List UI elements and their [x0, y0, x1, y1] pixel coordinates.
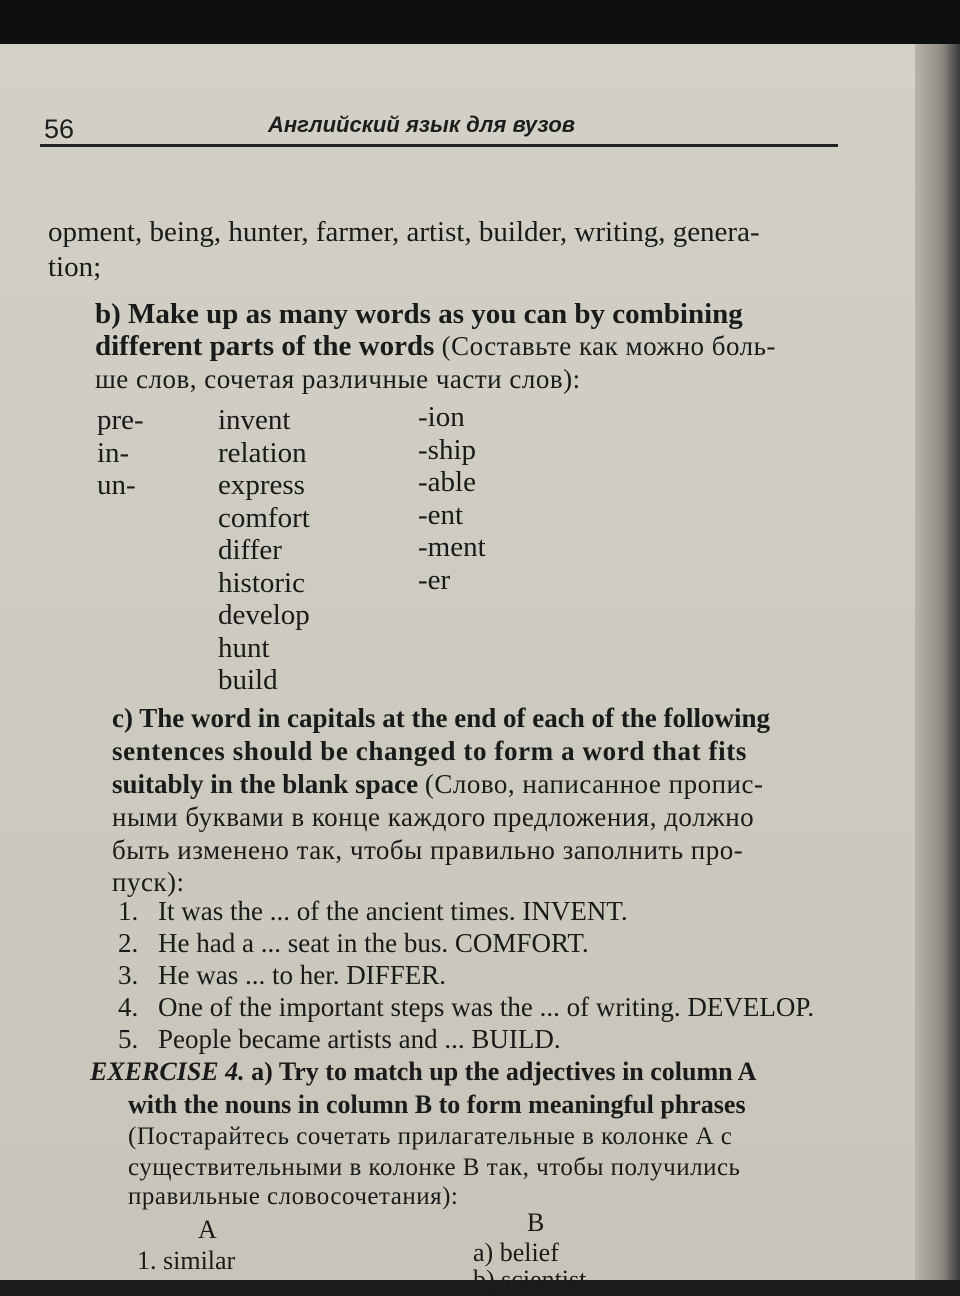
root-column — [218, 404, 310, 697]
section-c-heading-line-5: быть изменено так, чтобы правильно заполнить про- — [112, 835, 744, 865]
section-c-heading-ru: (Слово, написанное пропис- — [424, 769, 764, 799]
root-item: relation — [218, 436, 307, 469]
root-item: differ — [218, 534, 282, 566]
root-item: develop — [218, 599, 310, 631]
suffix-item: -ion — [418, 401, 465, 433]
header-rule — [40, 144, 838, 147]
column-b-item: a) belief — [473, 1238, 559, 1267]
exercise-4-line-1 — [90, 1055, 756, 1088]
sentence-number: 4. — [118, 992, 139, 1022]
section-b-heading-line-3: ше слов, сочетая различные части слов): — [95, 364, 581, 394]
section-c-heading-line-2: sentences should be changed to form a word that fits — [112, 736, 747, 766]
continuation-line-1: opment, being, hunter, farmer, artist, builder, writing, genera- — [48, 216, 760, 248]
section-c-heading-line-4: ными буквами в конце каждого предложения, должно — [112, 802, 755, 832]
column-a-item: 1. similar — [137, 1246, 236, 1275]
section-b-heading-line-2 — [95, 330, 776, 363]
exercise-4-instruction: a) Try to match up the adjectives in column A — [251, 1057, 757, 1086]
sentence-text: One of the important steps was the ... of writing. DEVELOP. — [158, 992, 815, 1022]
suffix-item: -er — [418, 563, 451, 596]
column-a-header: A — [198, 1215, 217, 1244]
column-b-item: b) scientist — [473, 1265, 587, 1294]
suffix-item: -ment — [418, 531, 486, 563]
exercise-label: EXERCISE 4. — [90, 1057, 245, 1086]
sentence-item — [118, 1023, 814, 1055]
prefix-item: in- — [97, 436, 130, 469]
running-title: Английский язык для вузов — [268, 112, 576, 137]
exercise-4-line-2: with the nouns in column B to form meaningful phrases — [128, 1090, 746, 1119]
root-item: build — [218, 664, 278, 696]
section-c-heading-line-1: c) The word in capitals at the end of each of the following — [112, 703, 770, 733]
section-b-heading-line-1: b) Make up as many words as you can by combining — [95, 298, 743, 330]
book-spine-edge — [915, 44, 960, 1280]
sentence-number: 2. — [118, 928, 139, 958]
root-item: comfort — [218, 501, 310, 534]
page-number: 56 — [44, 114, 75, 144]
sentence-list — [118, 895, 814, 1055]
exercise-4-line-3: (Постарайтесь сочетать прилагательные в колонке А с — [128, 1123, 733, 1150]
sentence-item — [118, 927, 814, 959]
section-c-heading-bold: suitably in the blank space — [112, 769, 419, 799]
section-c-heading-line-6: пуск): — [112, 867, 185, 897]
section-c-heading-line-3 — [112, 768, 763, 801]
page-header — [40, 112, 838, 142]
sentence-item — [118, 895, 814, 927]
prefix-column — [97, 404, 144, 502]
sentence-number: 1. — [118, 896, 139, 926]
sentence-number: 3. — [118, 960, 139, 990]
sentence-number: 5. — [118, 1024, 139, 1054]
exercise-4-line-4: существительными в колонке В так, чтобы получились — [128, 1154, 741, 1181]
prefix-item: pre- — [97, 404, 144, 436]
sentence-text: It was the ... of the ancient times. INVENT. — [158, 896, 628, 926]
root-item: hunt — [218, 631, 270, 664]
section-b-heading-ru: (Составьте как можно боль- — [441, 331, 776, 361]
exercise-4-line-5: правильные словосочетания): — [128, 1183, 459, 1210]
sentence-text: People became artists and ... BUILD. — [158, 1024, 561, 1054]
root-item: invent — [218, 404, 291, 436]
prefix-item: un- — [97, 469, 136, 501]
sentence-item — [118, 959, 814, 991]
screen-top-bar — [0, 0, 960, 50]
root-item: express — [218, 469, 305, 501]
suffix-column — [418, 401, 486, 596]
suffix-item: -ship — [418, 433, 476, 466]
sentence-item — [118, 991, 814, 1023]
sentence-text: He was ... to her. DIFFER. — [158, 960, 446, 990]
section-b-heading-bold: different parts of the words — [95, 330, 435, 362]
root-item: historic — [218, 566, 305, 599]
sentence-text: He had a ... seat in the bus. COMFORT. — [158, 928, 589, 958]
suffix-item: -ent — [418, 498, 464, 531]
column-b-header: B — [527, 1208, 545, 1237]
continuation-line-2: tion; — [48, 251, 102, 283]
suffix-item: -able — [418, 466, 476, 498]
